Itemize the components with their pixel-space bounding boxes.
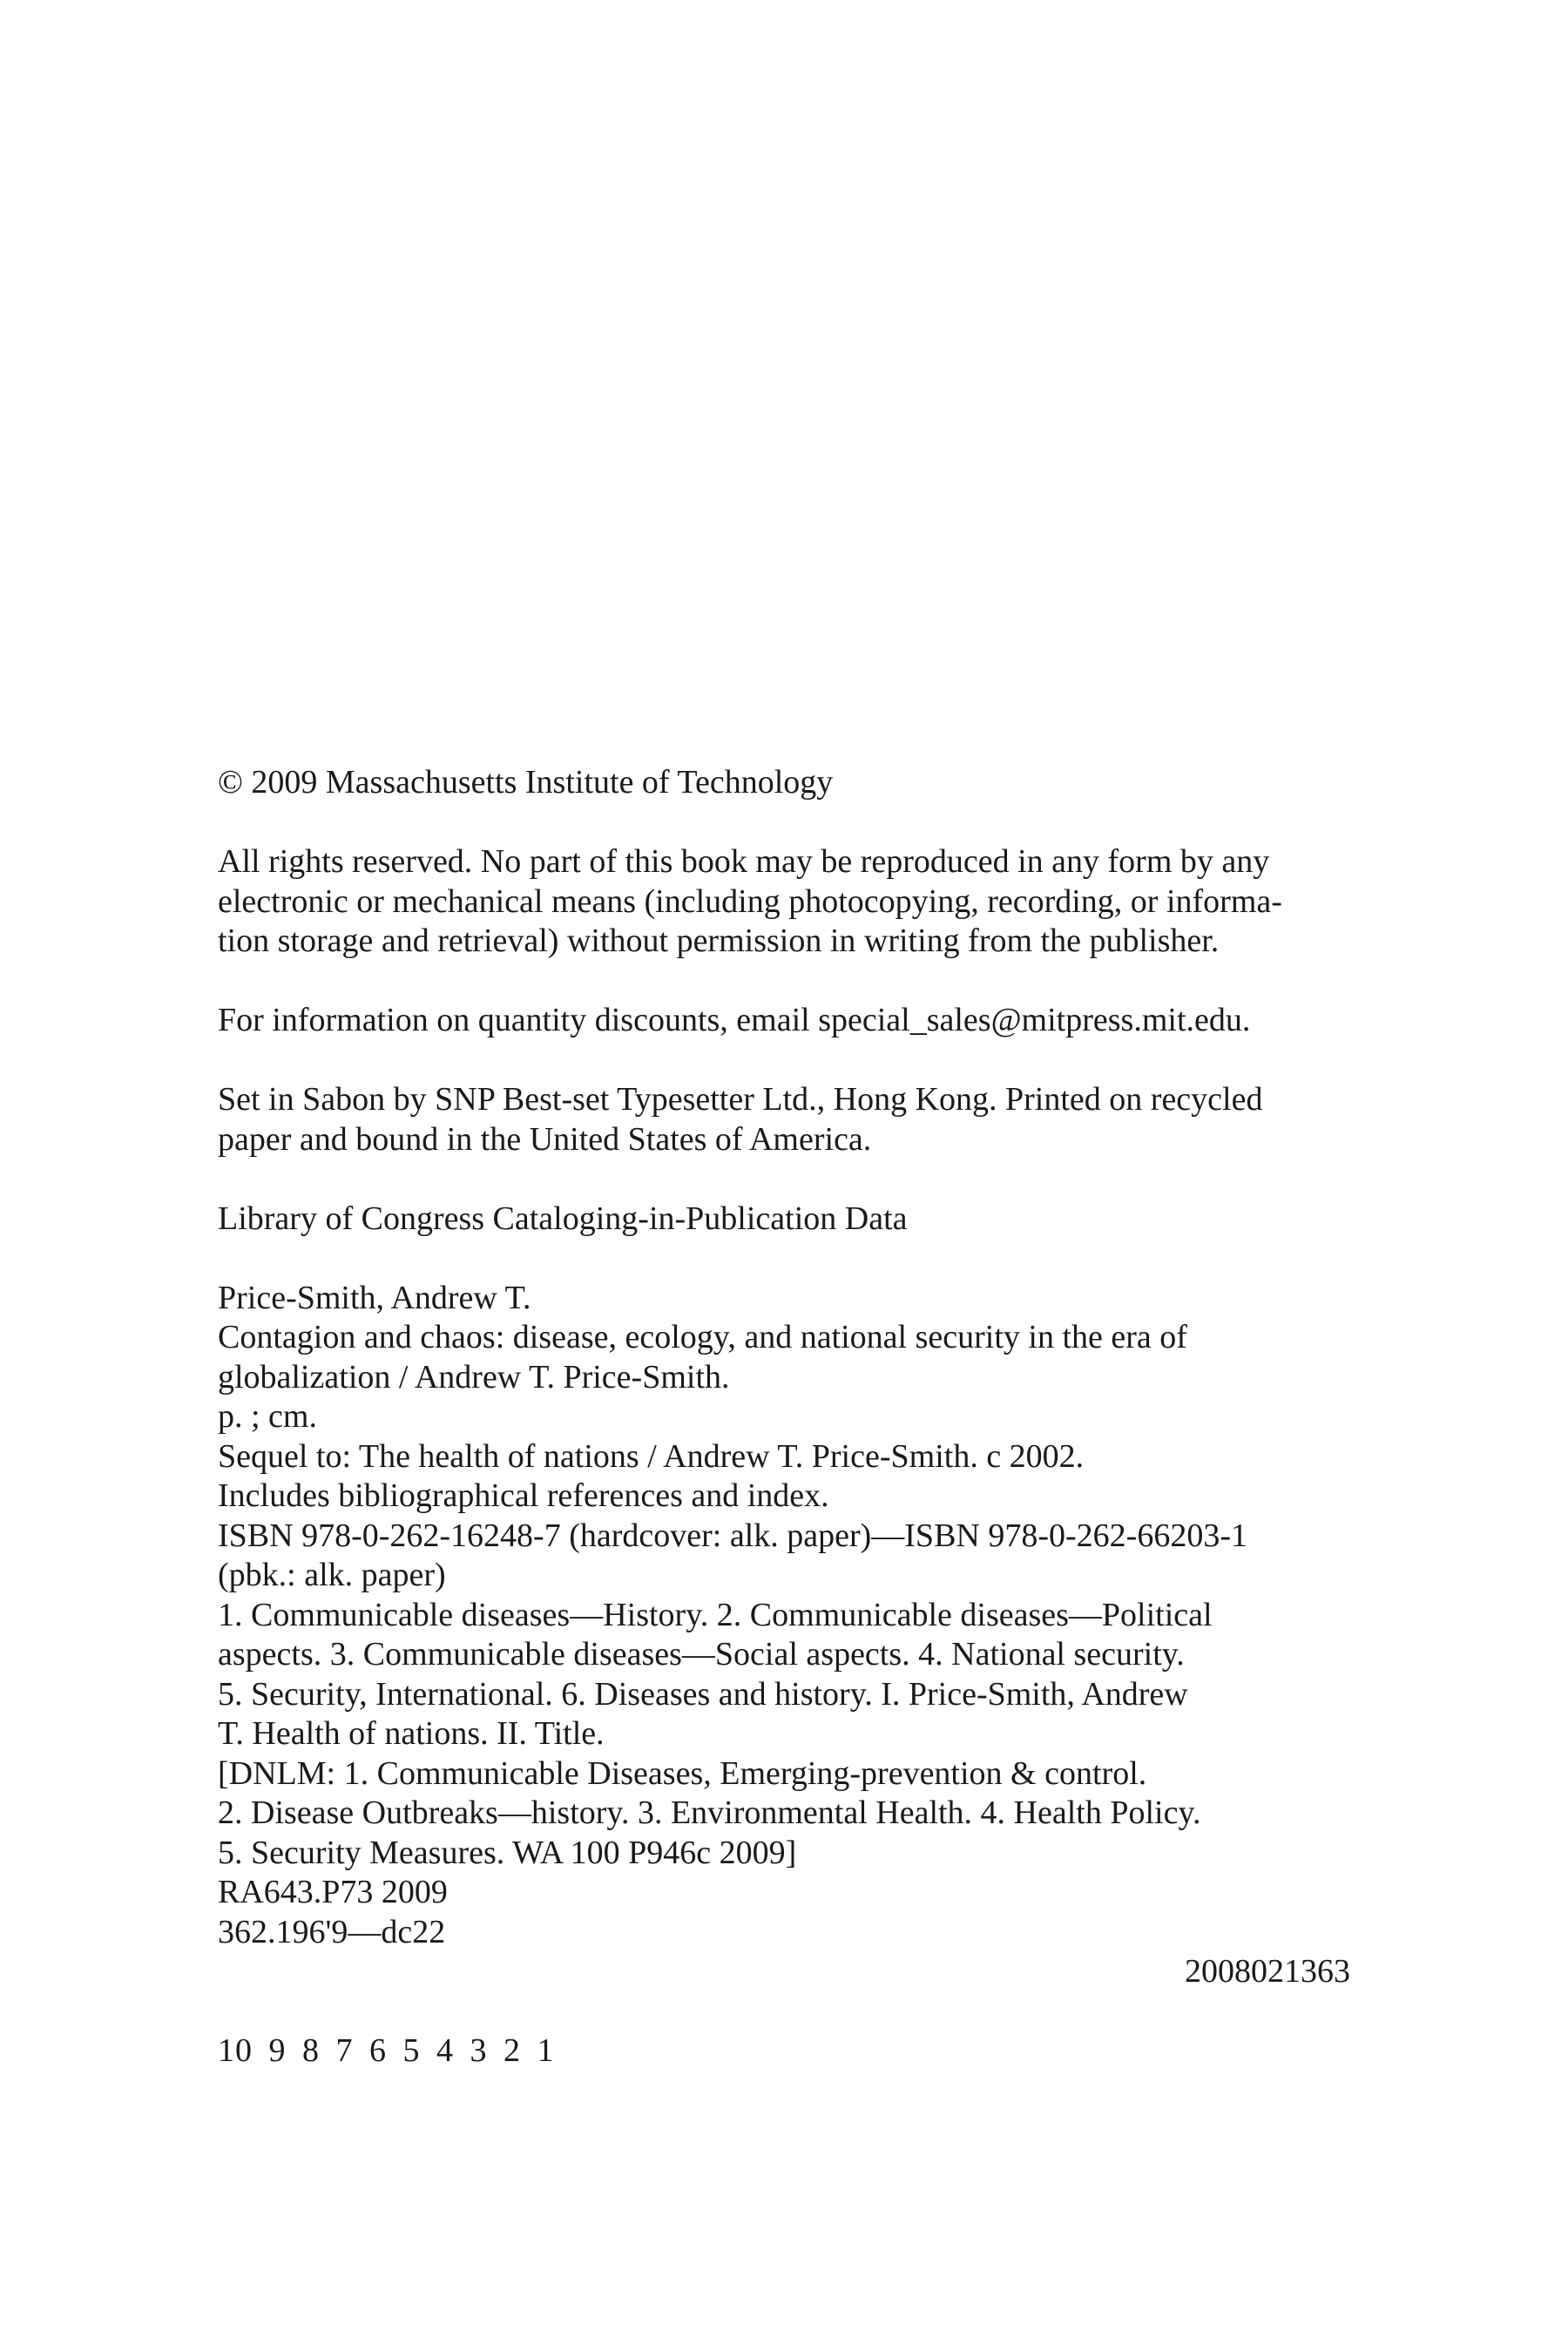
- cip-line: Sequel to: The health of nations / Andrew T. Price-Smith. c 2002.: [218, 1437, 1085, 1475]
- cip-line: p. ; cm.: [218, 1398, 317, 1435]
- typesetting-paragraph: [218, 1080, 1350, 1159]
- cip-heading: [218, 1200, 1350, 1240]
- copyright-text-block: [218, 763, 1350, 2072]
- cip-line: ISBN 978-0-262-16248-7 (hardcover: alk. paper)—ISBN 978-0-262-66203-1: [218, 1517, 1247, 1554]
- typesetting-line: paper and bound in the United States of America.: [218, 1120, 872, 1158]
- discounts-paragraph: [218, 1001, 1350, 1041]
- cip-line: Contagion and chaos: disease, ecology, and national security in the era of: [218, 1319, 1187, 1355]
- rights-paragraph: [218, 842, 1350, 962]
- printing-line: 10 9 8 7 6 5 4 3 2 1: [218, 2032, 555, 2069]
- copyright-line-text: © 2009 Massachusetts Institute of Technology: [218, 764, 834, 801]
- cip-line: 362.196'9—dc22: [218, 1913, 446, 1950]
- cip-line: 5. Security Measures. WA 100 P946c 2009]: [218, 1834, 797, 1871]
- typesetting-line: Set in Sabon by SNP Best-set Typesetter Ltd., Hong Kong. Printed on recycled: [218, 1081, 1263, 1118]
- cip-line: globalization / Andrew T. Price-Smith.: [218, 1358, 730, 1396]
- cip-line: 5. Security, International. 6. Diseases and history. I. Price-Smith, Andrew: [218, 1675, 1188, 1713]
- cip-line: Includes bibliographical references and index.: [218, 1477, 829, 1514]
- rights-line: All rights reserved. No part of this book may be reproduced in any form by any: [218, 843, 1270, 880]
- cip-line: T. Health of nations. II. Title.: [218, 1715, 605, 1752]
- cip-line: (pbk.: alk. paper): [218, 1557, 446, 1593]
- cip-line: Price-Smith, Andrew T.: [218, 1279, 531, 1316]
- cip-entry: [218, 1279, 1350, 1992]
- cip-line: RA643.P73 2009: [218, 1874, 448, 1910]
- cip-line: 1. Communicable diseases—History. 2. Communicable diseases—Political: [218, 1596, 1213, 1633]
- rights-line: electronic or mechanical means (including photocopying, recording, or informa-: [218, 882, 1282, 920]
- lccn-number: 2008021363: [1185, 1953, 1350, 1990]
- copyright-line: [218, 763, 1350, 803]
- discounts-line: For information on quantity discounts, email special_sales@mitpress.mit.edu.: [218, 1002, 1251, 1038]
- cip-line: [DNLM: 1. Communicable Diseases, Emerging-prevention & control.: [218, 1754, 1147, 1792]
- cip-line: 2. Disease Outbreaks—history. 3. Environmental Health. 4. Health Policy.: [218, 1794, 1201, 1831]
- cip-heading-text: Library of Congress Cataloging-in-Publication Data: [218, 1200, 908, 1237]
- rights-line: tion storage and retrieval) without permission in writing from the publisher.: [218, 923, 1220, 959]
- cip-line: aspects. 3. Communicable diseases—Social aspects. 4. National security.: [218, 1636, 1185, 1673]
